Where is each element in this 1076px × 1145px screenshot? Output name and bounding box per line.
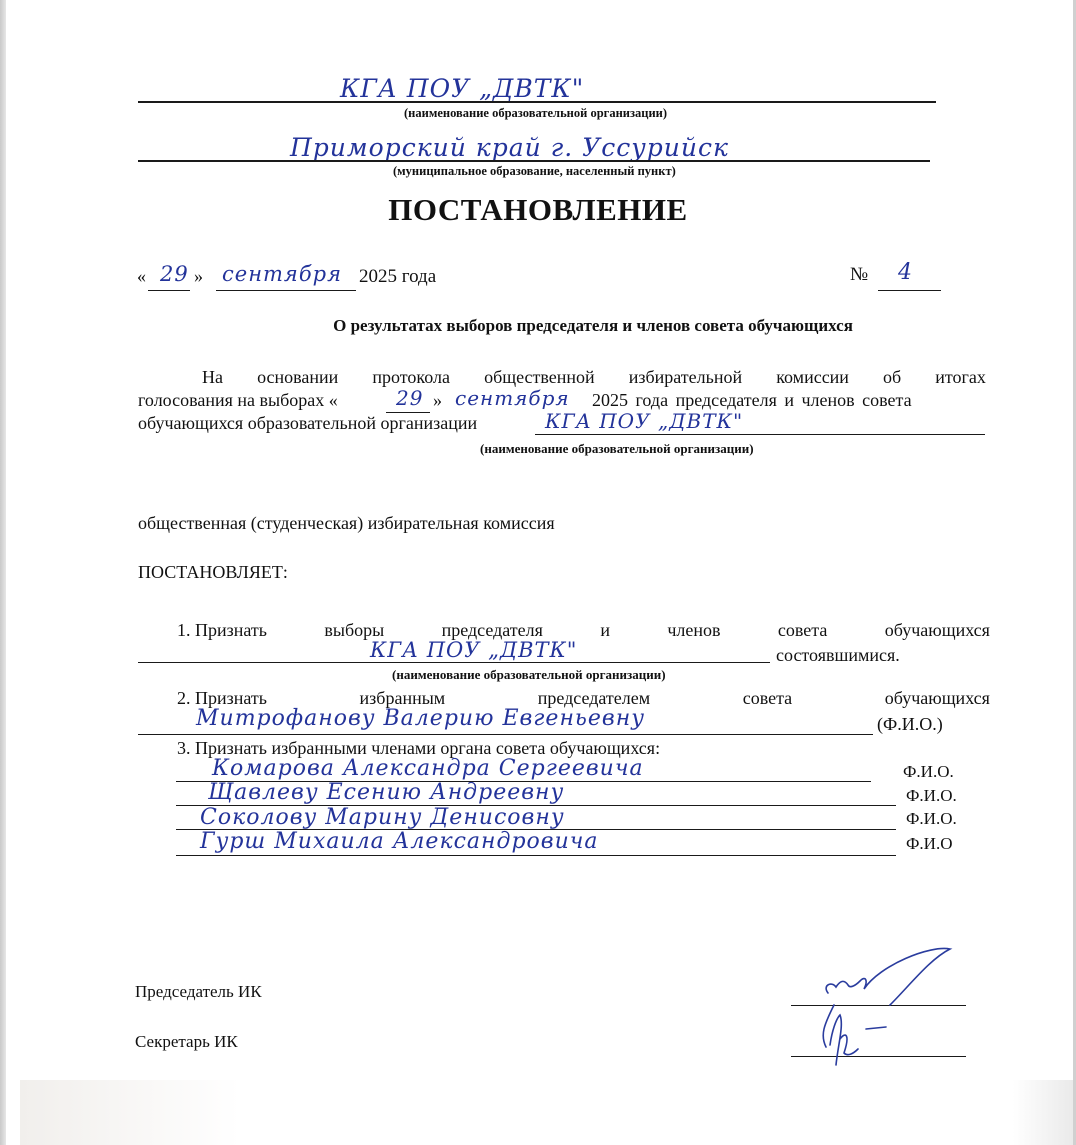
preamble-word: На xyxy=(202,367,223,387)
item-2-word: совета xyxy=(742,688,793,708)
org-name-handwritten: КГА ПОУ „ДВТК" xyxy=(340,74,585,103)
org-name-caption: (наименование образовательной организации) xyxy=(404,106,668,120)
date-open-quote: « xyxy=(137,266,146,286)
item-1-org-underline xyxy=(138,662,770,663)
member-suffix: Ф.И.О xyxy=(906,834,953,853)
item-1-word: членов xyxy=(667,620,721,640)
preamble-word: протокола xyxy=(372,367,450,387)
member-suffix: Ф.И.О. xyxy=(906,786,957,805)
preamble-word: комиссии xyxy=(776,367,849,387)
member-name-handwritten: Щавлеву Есению Андреевну xyxy=(208,780,565,805)
date-month: сентября xyxy=(222,262,343,286)
preamble-word: об xyxy=(883,367,902,387)
commission-text: общественная (студенческая) избирательная комиссия xyxy=(138,513,555,533)
item-1-suffix: состоявшимися. xyxy=(776,645,900,665)
date-close-quote: » xyxy=(194,266,203,286)
preamble-org-underline xyxy=(535,434,985,435)
item-2-word: председателем xyxy=(537,688,651,708)
preamble-word: итогах xyxy=(935,367,986,387)
chairman-label: Председатель ИК xyxy=(135,982,262,1001)
item-3-text: 3. Признать избранными членами органа совета обучающихся: xyxy=(177,738,661,758)
municipality-handwritten: Приморский край г. Уссурийск xyxy=(290,133,729,162)
item-1-word: совета xyxy=(777,620,828,640)
number-value: 4 xyxy=(898,260,913,285)
item-1-word: председателя xyxy=(441,620,543,640)
date-day: 29 xyxy=(160,262,189,286)
preamble-word: общественной xyxy=(484,367,595,387)
date-month-underline xyxy=(216,290,356,291)
member-name-handwritten: Гурш Михаила Александровича xyxy=(200,829,599,854)
preamble-line-3-prefix: обучающихся образовательной организации xyxy=(138,413,478,433)
preamble-word: основании xyxy=(257,367,339,387)
member-suffix: Ф.И.О. xyxy=(906,809,957,828)
preamble-line-1 xyxy=(202,367,986,388)
item-2-word: избранным xyxy=(359,688,446,708)
item-1-word: обучающихся xyxy=(884,620,990,640)
chairman-name-underline xyxy=(138,734,873,735)
number-underline xyxy=(878,290,941,291)
item-1-line xyxy=(177,620,990,641)
date-day-underline xyxy=(148,290,190,291)
preamble-line-2-prefix: голосования на выборах « xyxy=(138,390,338,410)
item-2-suffix: (Ф.И.О.) xyxy=(877,714,943,734)
preamble-line-2-mid: » xyxy=(433,390,442,410)
number-label: № xyxy=(850,264,869,285)
page-edge-left xyxy=(0,0,6,1145)
preamble-line-2-suffix: 2025 года председателя и членов совета xyxy=(592,390,912,410)
municipality-underline xyxy=(138,160,930,162)
document-title: ПОСТАНОВЛЕНИЕ xyxy=(388,192,688,227)
item-1-word: 1. Признать xyxy=(177,620,267,640)
resolves-heading: ПОСТАНОВЛЯЕТ: xyxy=(138,562,288,582)
document-subject: О результатах выборов председателя и членов совета обучающихся xyxy=(333,316,853,335)
item-1-org-handwritten: КГА ПОУ „ДВТК" xyxy=(370,638,578,662)
secretary-signature xyxy=(810,995,910,1075)
member-underline xyxy=(176,855,896,856)
member-name-handwritten: Соколову Марину Денисовну xyxy=(200,805,565,830)
preamble-org: КГА ПОУ „ДВТК" xyxy=(545,409,744,433)
item-1-caption: (наименование образовательной организации) xyxy=(392,667,666,682)
preamble-day: 29 xyxy=(396,386,424,410)
secretary-label: Секретарь ИК xyxy=(135,1032,238,1051)
preamble-org-caption: (наименование образовательной организации) xyxy=(480,441,754,456)
member-suffix: Ф.И.О. xyxy=(903,762,954,781)
date-year: 2025 года xyxy=(359,266,437,287)
item-1-word: выборы xyxy=(324,620,385,640)
preamble-month: сентября xyxy=(455,386,570,410)
chairman-name-handwritten: Митрофанову Валерию Евгеньевну xyxy=(196,706,645,731)
member-name-handwritten: Комарова Александра Сергеевича xyxy=(212,756,644,781)
item-2-word: обучающихся xyxy=(884,688,990,708)
org-name-underline xyxy=(138,101,936,103)
municipality-caption: (муниципальное образование, населенный пункт) xyxy=(393,164,676,178)
preamble-word: избирательной xyxy=(628,367,743,387)
paper-shadow xyxy=(20,1080,240,1145)
item-2-word: 2. Признать xyxy=(177,688,267,708)
item-1-word: и xyxy=(600,620,610,640)
paper-shadow xyxy=(1013,1080,1073,1145)
